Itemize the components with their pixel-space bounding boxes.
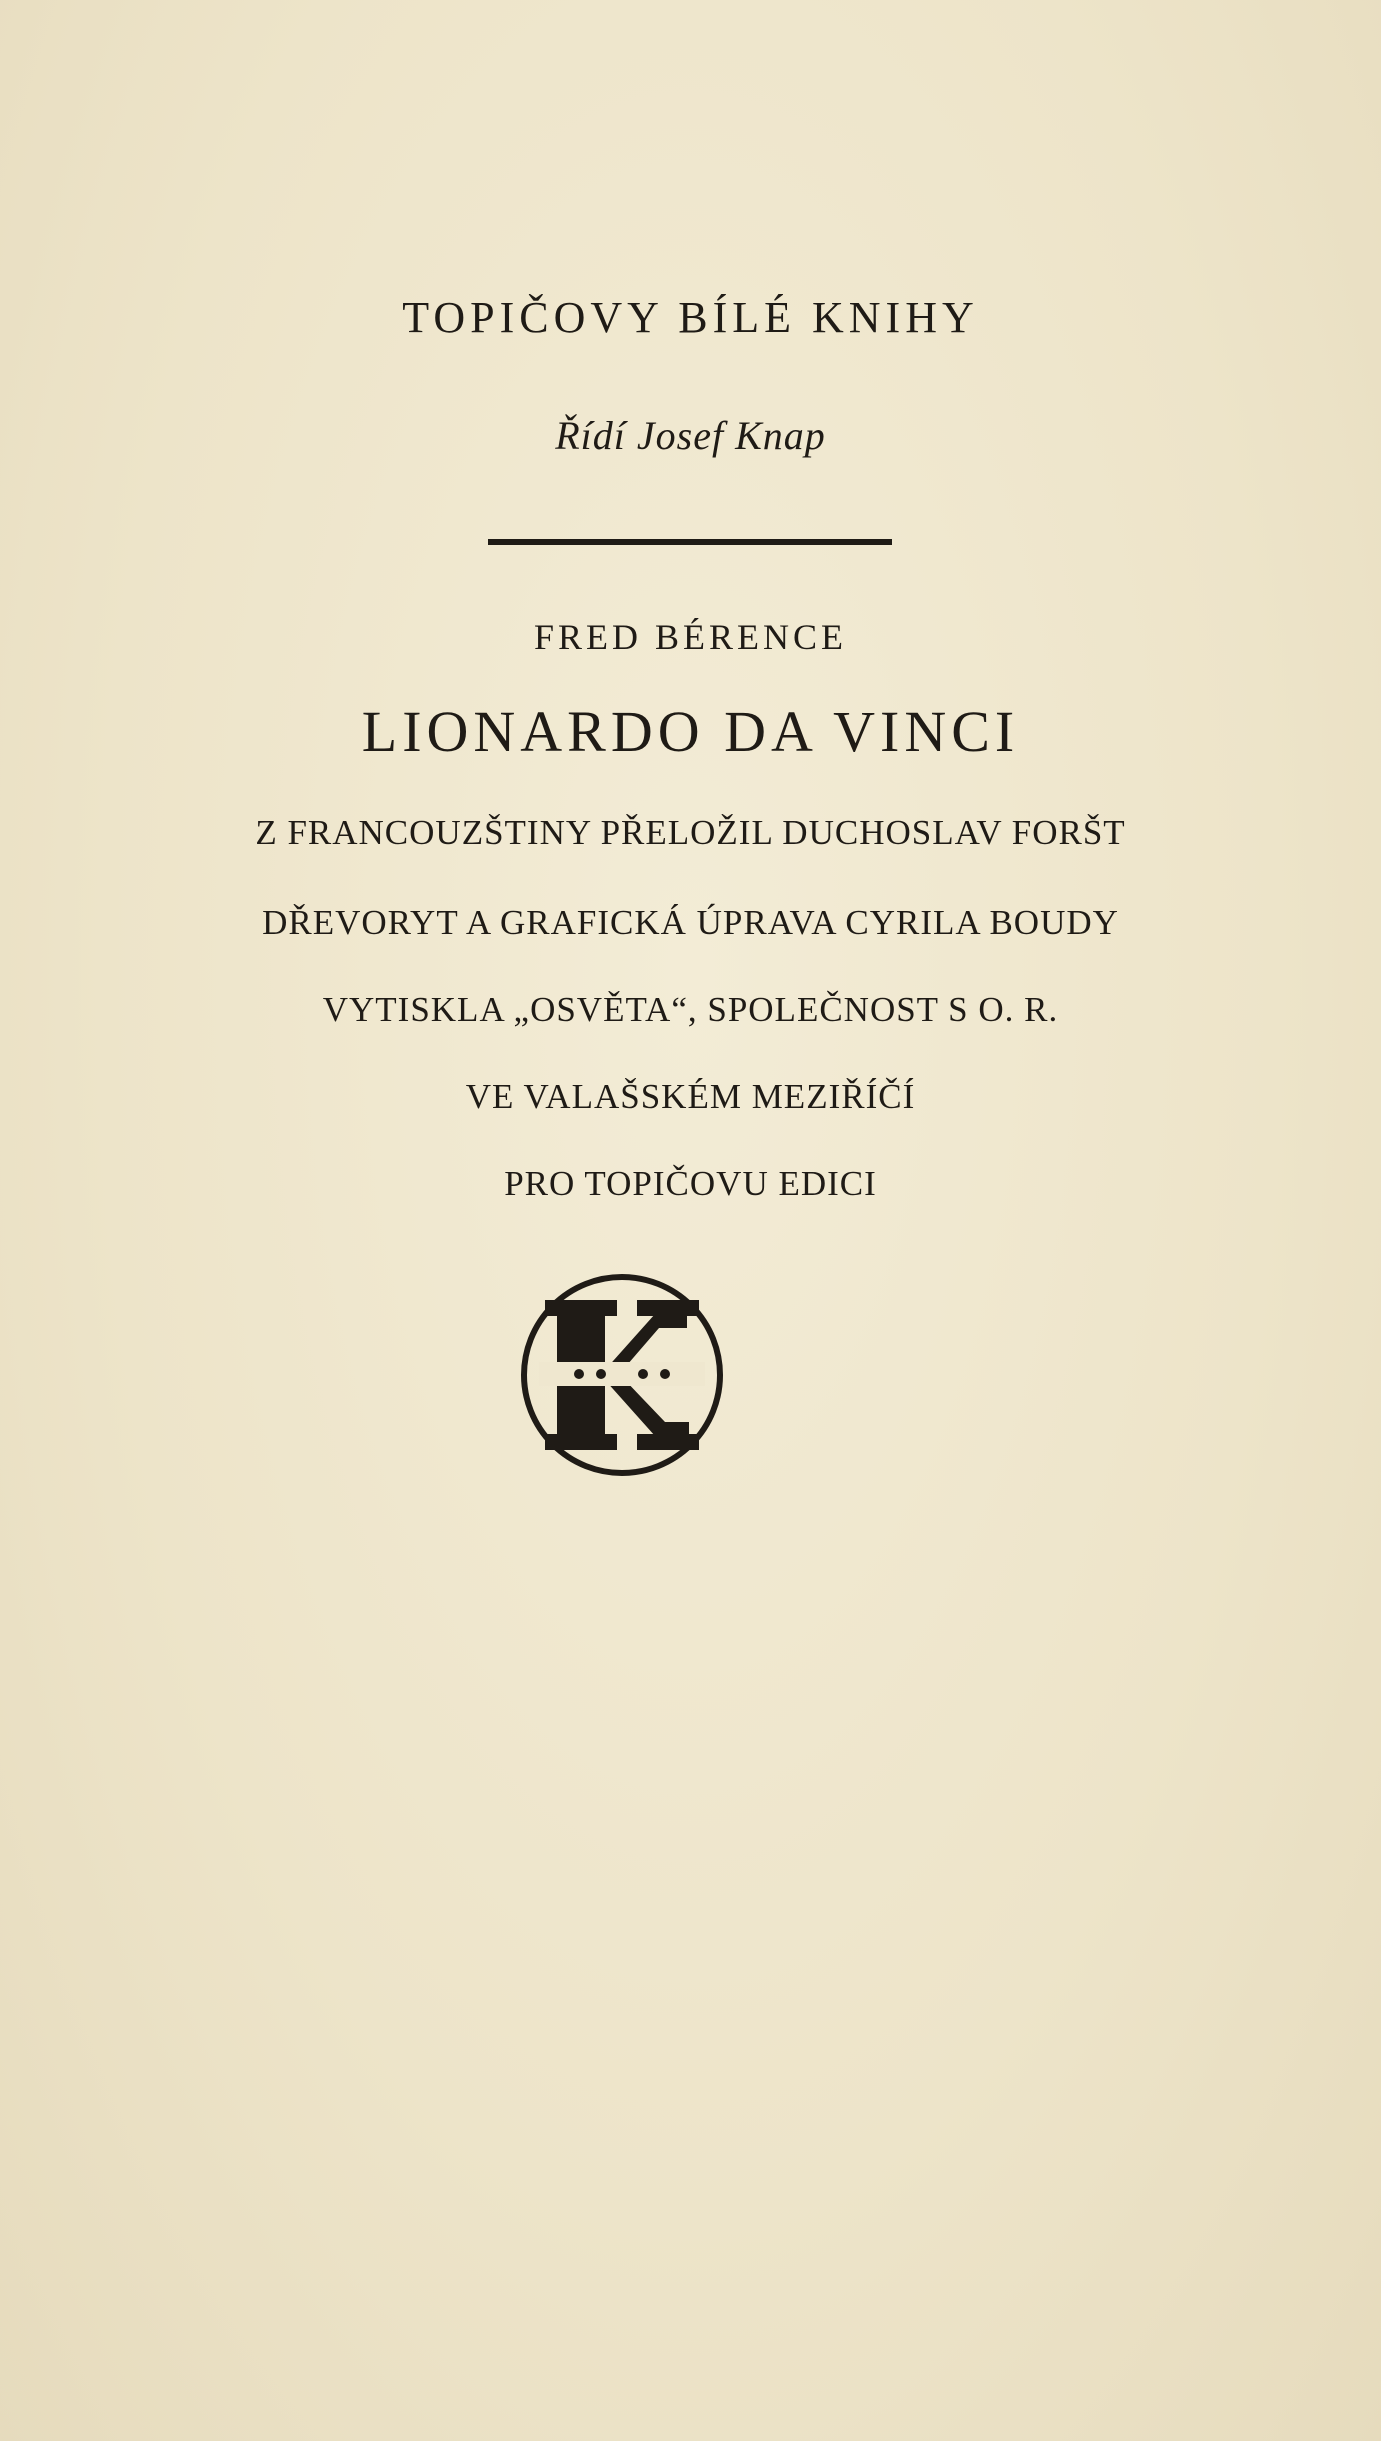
book-title: LIONARDO DA VINCI — [361, 699, 1020, 764]
illustration-credit: DŘEVORYT A GRAFICKÁ ÚPRAVA CYRILA BOUDY — [262, 903, 1119, 942]
edition-note: PRO TOPIČOVU EDICI — [504, 1164, 877, 1203]
divider-rule — [488, 539, 892, 545]
series-editor: Řídí Josef Knap — [555, 413, 826, 458]
book-author: FRED BÉRENCE — [533, 617, 848, 657]
printer-credit: VYTISKLA „OSVĚTA“, SPOLEČNOST S O. R. — [322, 990, 1059, 1029]
printer-location: VE VALAŠSKÉM MEZIŘÍČÍ — [465, 1077, 916, 1116]
publisher-k-emblem-icon — [517, 1270, 727, 1480]
series-title: TOPIČOVY BÍLÉ KNIHY — [402, 293, 979, 342]
translator-credit: Z FRANCOUZŠTINY PŘELOŽIL DUCHOSLAV FORŠT — [255, 813, 1126, 852]
